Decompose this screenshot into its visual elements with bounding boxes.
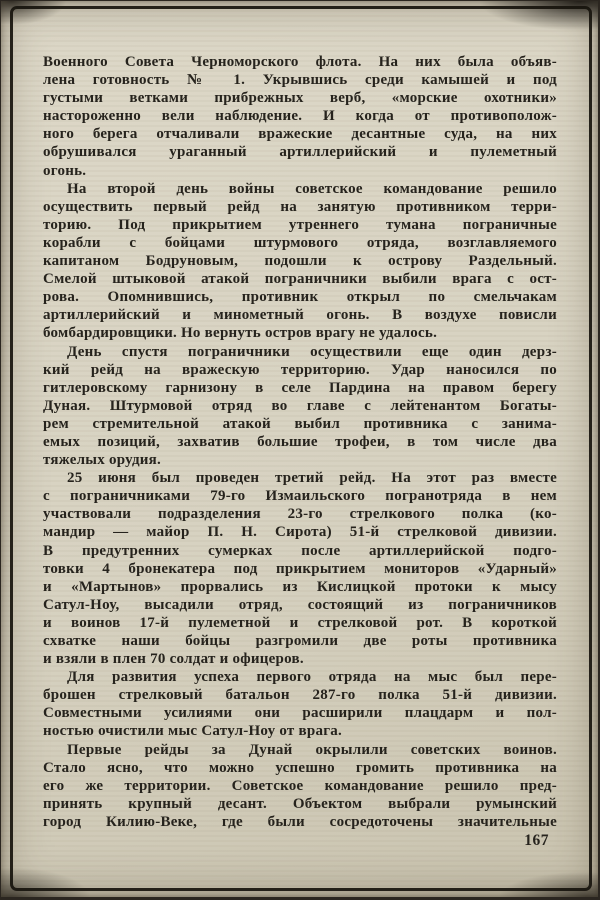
text-line: с пограничниками 79-го Измаильского погранотряда в нем (43, 488, 557, 505)
text-line: емых позиций, захватив большие трофеи, в том числе два (43, 433, 557, 450)
text-line: Военного Совета Черноморского флота. На них была объяв- (43, 54, 557, 70)
text-line: Сатул-Ноу, высадили отряд, состоящий из пограничников (43, 596, 557, 613)
text-line: и «Мартынов» прорвались из Кислицкой протоки к мысу (43, 578, 557, 595)
paragraph (43, 668, 557, 740)
text-line: ностью очистили мыс Сатул-Ноу от врага. (43, 723, 343, 740)
paragraph (43, 343, 557, 470)
text-line: ного берега отчаливали вражеские десантные суда, на них (43, 126, 557, 143)
text-line: На второй день войны советское командование решило (67, 180, 557, 197)
text-line: 25 июня был проведен третий рейд. На этот раз вместе (67, 470, 557, 487)
text-line: бомбардировщики. Но вернуть остров врагу не удалось. (43, 325, 438, 342)
text-line: рем стремительной атакой выбил противника с занима- (43, 415, 557, 432)
text-line: осуществить первый рейд на занятую противником терри- (43, 198, 557, 215)
text-line: лена готовность № 1. Укрывшись среди камышей и под (43, 72, 557, 89)
text-line: участвовали подразделения 23-го стрелкового полка (ко- (43, 506, 557, 523)
page-number: 167 (524, 832, 549, 849)
text-line: Совместными усилиями они расширили плацдарм и пол- (43, 705, 557, 722)
text-line: и взяли в плен 70 солдат и офицеров. (43, 651, 304, 668)
text-line: брошен стрелковый батальон 287-го полка 51-й дивизии. (43, 687, 557, 704)
paragraph (43, 469, 557, 668)
text-line: мандир — майор П. Н. Сирота) 51-й стрелковой дивизии. (43, 524, 557, 541)
text-line: Дуная. Штурмовой отряд во главе с лейтенантом Богаты- (43, 397, 557, 414)
scan-smudge-top-right (478, 1, 598, 31)
text-line: обрушивался ураганный артиллерийский и пулеметный (43, 144, 557, 161)
text-line: кий рейд на вражескую территорию. Удар наносился по (43, 361, 557, 378)
text-line: схватке наши бойцы разгромили две роты противника (43, 633, 557, 649)
text-line: густыми ветками прибрежных верб, «морские охотники» (43, 90, 557, 107)
text-line: рова. Опомнившись, противник открыл по смельчакам (43, 289, 557, 306)
text-line: торию. Под прикрытием утреннего тумана пограничные (43, 216, 557, 233)
scanned-page (1, 1, 598, 897)
text-line: Смелой штыковой атакой пограничники выбили врага с ост- (43, 271, 557, 288)
text-line: тяжелых орудия. (43, 452, 162, 469)
text-line: День спустя пограничники осуществили еще один дерз- (67, 343, 557, 360)
text-line: настороженно вели наблюдение. И когда от противополож- (43, 108, 557, 125)
text-block (43, 53, 557, 831)
text-line: его же территории. Советское командование решило пред- (43, 777, 557, 794)
text-line: гитлеровскому гарнизону в селе Пардина на правом берегу (43, 379, 557, 396)
paragraph (43, 53, 557, 180)
text-line: принять крупный десант. Объектом выбрали румынский (43, 795, 557, 812)
paragraph (43, 180, 557, 343)
scan-smudge-bottom-left (1, 867, 91, 897)
text-line: Первые рейды за Дунай окрылили советских воинов. (67, 741, 557, 758)
scan-smudge-bottom-right (498, 871, 598, 897)
text-line: и воинов 17-й пулеметной и стрелковой рот. В короткой (43, 614, 557, 631)
text-line: Для развития успеха первого отряда на мыс был пере- (67, 669, 557, 686)
text-line: корабли с бойцами штурмового отряда, возглавляемого (43, 234, 557, 251)
text-line: капитаном Бодруновым, подошли к острову Раздельный. (43, 253, 557, 270)
paragraph (43, 741, 557, 831)
text-line: артиллерийский и минометный огонь. В воздухе повисли (43, 307, 557, 324)
text-line: В предутренних сумерках после артиллерийской подго- (43, 542, 557, 559)
text-line: огонь. (43, 162, 87, 179)
text-line: Стало ясно, что можно успешно громить противника на (43, 759, 557, 776)
text-line: товки 4 бронекатера под прикрытием мониторов «Ударный» (43, 560, 557, 577)
scan-smudge-top-left (1, 1, 71, 27)
text-line: город Килию-Веке, где были сосредоточены значительные (43, 813, 557, 830)
